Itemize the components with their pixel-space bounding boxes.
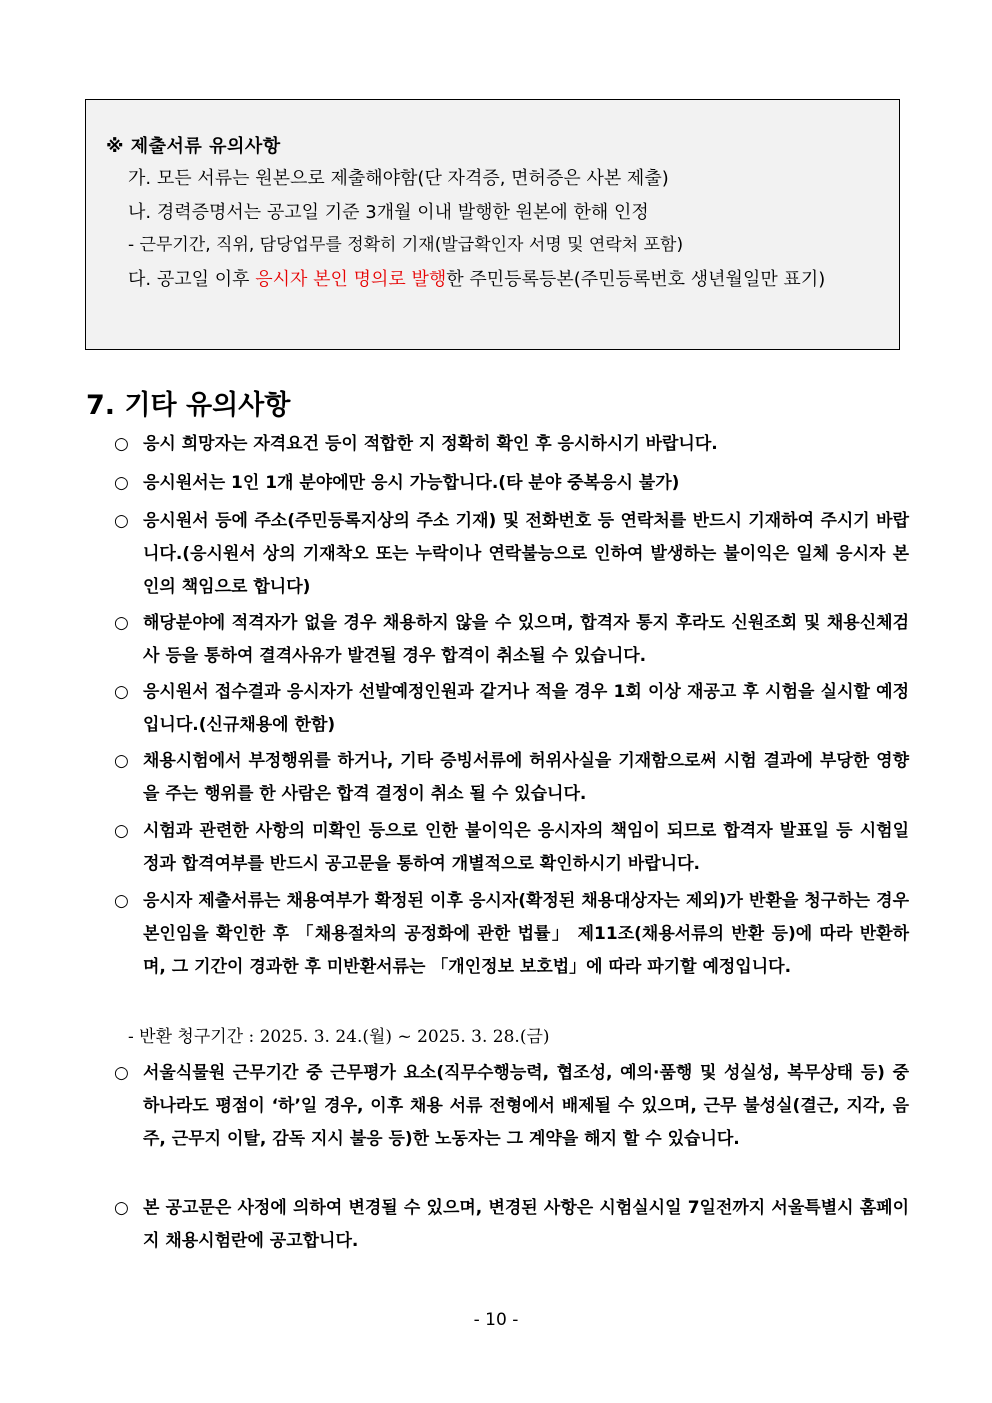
bullet-circle-icon: ○ bbox=[114, 682, 129, 702]
notice-title: ※ 제출서류 유의사항 bbox=[106, 136, 281, 157]
notice-list-item bbox=[114, 885, 909, 984]
notice-list-item bbox=[114, 607, 909, 673]
notice-list-item bbox=[114, 1057, 909, 1156]
notice-list-item bbox=[114, 815, 909, 881]
notice-list-item bbox=[114, 745, 909, 811]
notice-list-text: 응시자 제출서류는 채용여부가 확정된 이후 응시자(확정된 채용대상자는 제외)가 반환을 청구하는 경우 본인임을 확인한 후 「채용절차의 공정화에 관한 법률」 제11조(채용서류의 반환 등)에 따라 반환하며, 그 기간이 경과한 후 미반환서류는 「개인정보 보호법」에 따라 파기할 예정입니다. bbox=[143, 891, 909, 977]
notice-list-text: 해당분야에 적격자가 없을 경우 채용하지 않을 수 있으며, 합격자 통지 후라도 신원조회 및 채용신체검사 등을 통하여 결격사유가 발견될 경우 합격이 취소될 수 있습니다. bbox=[143, 613, 909, 666]
notice-item-da-highlight: 응시자 본인 명의로 발행 bbox=[255, 269, 447, 290]
return-period: - 반환 청구기간 : 2025. 3. 24.(월) ~ 2025. 3. 28.(금) bbox=[128, 1027, 550, 1047]
notice-item-da bbox=[128, 266, 893, 294]
notice-list-item bbox=[114, 505, 909, 604]
notice-list-item bbox=[114, 467, 909, 500]
bullet-circle-icon: ○ bbox=[114, 1198, 129, 1218]
notice-item-na: 나. 경력증명서는 공고일 기준 3개월 이내 발행한 원본에 한해 인정 bbox=[128, 202, 649, 223]
bullet-circle-icon: ○ bbox=[114, 891, 129, 911]
notice-list-item bbox=[114, 676, 909, 742]
bullet-circle-icon: ○ bbox=[114, 613, 129, 633]
submission-notice-box bbox=[85, 99, 900, 350]
bullet-circle-icon: ○ bbox=[114, 751, 129, 771]
notice-list-text: 채용시험에서 부정행위를 하거나, 기타 증빙서류에 허위사실을 기재함으로써 시험 결과에 부당한 영향을 주는 행위를 한 사람은 합격 결정이 취소 될 수 있습니다. bbox=[143, 751, 909, 804]
notice-list-text: 본 공고문은 사정에 의하여 변경될 수 있으며, 변경된 사항은 시험실시일 7일전까지 서울특별시 홈페이지 채용시험란에 공고합니다. bbox=[143, 1198, 909, 1251]
notice-list-text: 응시원서는 1인 1개 분야에만 응시 가능합니다.(타 분야 중복응시 불가) bbox=[143, 473, 680, 493]
bullet-circle-icon: ○ bbox=[114, 434, 129, 454]
notice-item-da-suffix: 한 주민등록등본(주민등록번호 생년월일만 표기) bbox=[446, 269, 826, 290]
notice-item-ga: 가. 모든 서류는 원본으로 제출해야함(단 자격증, 면허증은 사본 제출) bbox=[128, 168, 669, 189]
notice-list-text: 서울식물원 근무기간 중 근무평가 요소(직무수행능력, 협조성, 예의·품행 및 성실성, 복무상태 등) 중 하나라도 평점이 ‘하’일 경우, 이후 채용 서류 전형에서 배제될 수 있으며, 근무 불성실(결근, 지각, 음주, 근무지 이탈, 감독 지시 불응 등)한 노동자는 그 계약을 해지 할 수 있습니다. bbox=[143, 1063, 909, 1149]
notice-list-text: 응시원서 등에 주소(주민등록지상의 주소 기재) 및 전화번호 등 연락처를 반드시 기재하여 주시기 바랍니다.(응시원서 상의 기재착오 또는 누락이나 연락불능으로 인하여 발생하는 불이익은 일체 응시자 본인의 책임으로 합니다) bbox=[143, 511, 909, 597]
page-number: - 10 - bbox=[473, 1310, 519, 1330]
notice-item-dash: - 근무기간, 직위, 담당업무를 정확히 기재(발급확인자 서명 및 연락처 포함) bbox=[128, 235, 684, 255]
notice-list-item bbox=[114, 1192, 909, 1258]
bullet-circle-icon: ○ bbox=[114, 511, 129, 531]
bullet-circle-icon: ○ bbox=[114, 821, 129, 841]
notice-list-text: 응시 희망자는 자격요건 등이 적합한 지 정확히 확인 후 응시하시기 바랍니다. bbox=[143, 434, 718, 454]
section-heading: 7. 기타 유의사항 bbox=[86, 390, 291, 421]
bullet-circle-icon: ○ bbox=[114, 473, 129, 493]
notice-list-text: 시험과 관련한 사항의 미확인 등으로 인한 불이익은 응시자의 책임이 되므로 합격자 발표일 등 시험일정과 합격여부를 반드시 공고문을 통하여 개별적으로 확인하시기 바랍니다. bbox=[143, 821, 909, 874]
notice-item-da-prefix: 다. 공고일 이후 bbox=[128, 269, 256, 290]
notice-list-item bbox=[114, 428, 909, 461]
bullet-circle-icon: ○ bbox=[114, 1063, 129, 1083]
notice-list-text: 응시원서 접수결과 응시자가 선발예정인원과 같거나 적을 경우 1회 이상 재공고 후 시험을 실시할 예정입니다.(신규채용에 한함) bbox=[143, 682, 909, 735]
